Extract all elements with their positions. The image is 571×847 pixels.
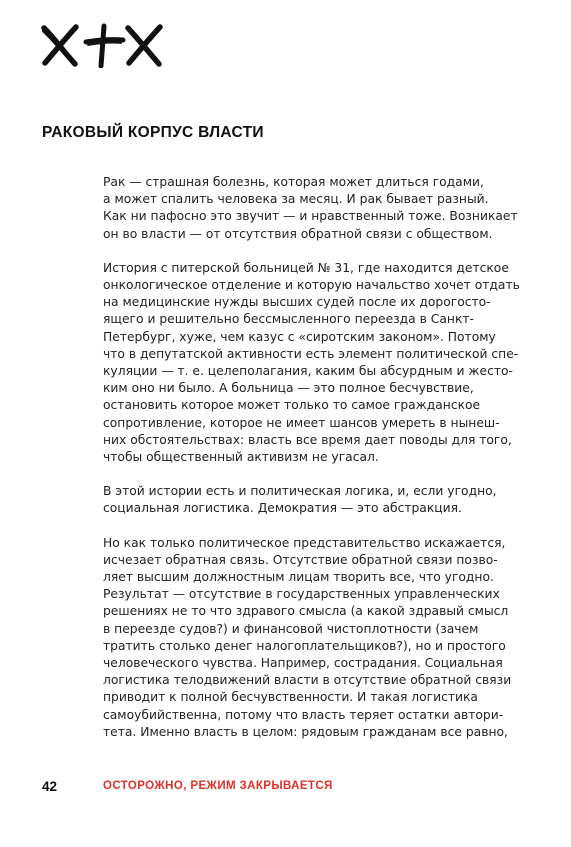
text-line: тета. Именно власть в целом: рядовым гражданам все равно, (103, 724, 508, 739)
text-line: решениях не то что здравого смысла (а какой здравый смысл (103, 604, 509, 619)
text-line: Петербург, хуже, чем казус с «сиротским законом». Потому (103, 329, 496, 344)
text-line: социальная логистика. Демократия — это абстракция. (103, 501, 462, 516)
body-paragraph (103, 174, 518, 243)
text-line: а может спалить человека за месяц. И рак бывает разный. (103, 192, 489, 207)
section-title: РАКОВЫЙ КОРПУС ВЛАСТИ (42, 124, 264, 141)
text-line: тратить столько денег налогоплательщиков?), но и простого (103, 638, 506, 653)
text-line: чтобы общественный активизм не угасал. (103, 450, 379, 465)
text-line: онкологическое отделение и которую начальство хочет отдать (103, 278, 520, 293)
text-line: ящего и решительно бессмысленного переезда в Санкт- (103, 312, 474, 327)
brush-x-cross-x-logo-icon (40, 22, 164, 68)
text-line: Рак — страшная болезнь, которая может длиться годами, (103, 175, 484, 189)
text-line: логистика телодвижений власти в отсутствие обратной связи (103, 673, 512, 688)
body-paragraph (103, 260, 520, 466)
text-line: он во власти — от отсутствия обратной связи с обществом. (103, 226, 493, 241)
text-line: сопротивление, которое не имеет шансов умереть в нынеш- (103, 415, 500, 430)
text-line: что в депутатской активности есть элемент политической спе- (103, 346, 519, 361)
text-line: остановить которое может только то самое гражданское (103, 398, 481, 413)
text-line: ляет высшим должностным лицам творить все, что угодно. (103, 570, 494, 585)
text-line: на медицинские нужды высших судей после их дорогосто- (103, 295, 491, 310)
page-number: 42 (42, 779, 58, 794)
text-line: Как ни пафосно это звучит — и нравственный тоже. Возникает (103, 209, 518, 224)
text-line: самоубийственна, потому что власть теряет остатки автори- (103, 707, 504, 722)
text-line: Но как только политическое представительство искажается, (103, 535, 506, 550)
text-line: В этой истории есть и политическая логика, и, если угодно, (103, 484, 497, 499)
text-line: История с питерской больницей № 31, где находится детское (103, 260, 509, 275)
text-line: ким оно ни было. А больница — это полное бесчувствие, (103, 381, 474, 396)
text-line: них обстоятельствах: власть все время дает поводы для того, (103, 432, 512, 447)
text-line: приводит к полной бесчувственности. И такая логистика (103, 690, 478, 705)
text-line: в переезде судов?) и финансовой чистоплотности (зачем (103, 621, 479, 636)
body-paragraph (103, 535, 512, 741)
running-title: ОСТОРОЖНО, РЕЖИМ ЗАКРЫВАЕТСЯ (103, 780, 333, 792)
text-line: куляции — т. е. целеполагания, каким бы абсурдным и жесто- (103, 364, 513, 379)
body-paragraph (103, 483, 497, 517)
text-line: Результат — отсутствие в государственных управленческих (103, 587, 500, 602)
text-line: исчезает обратная связь. Отсутствие обратной связи позво- (103, 552, 498, 567)
text-line: человеческого чувства. Например, сострадания. Социальная (103, 656, 503, 671)
page-footer (0, 779, 571, 799)
article-body (103, 174, 520, 758)
